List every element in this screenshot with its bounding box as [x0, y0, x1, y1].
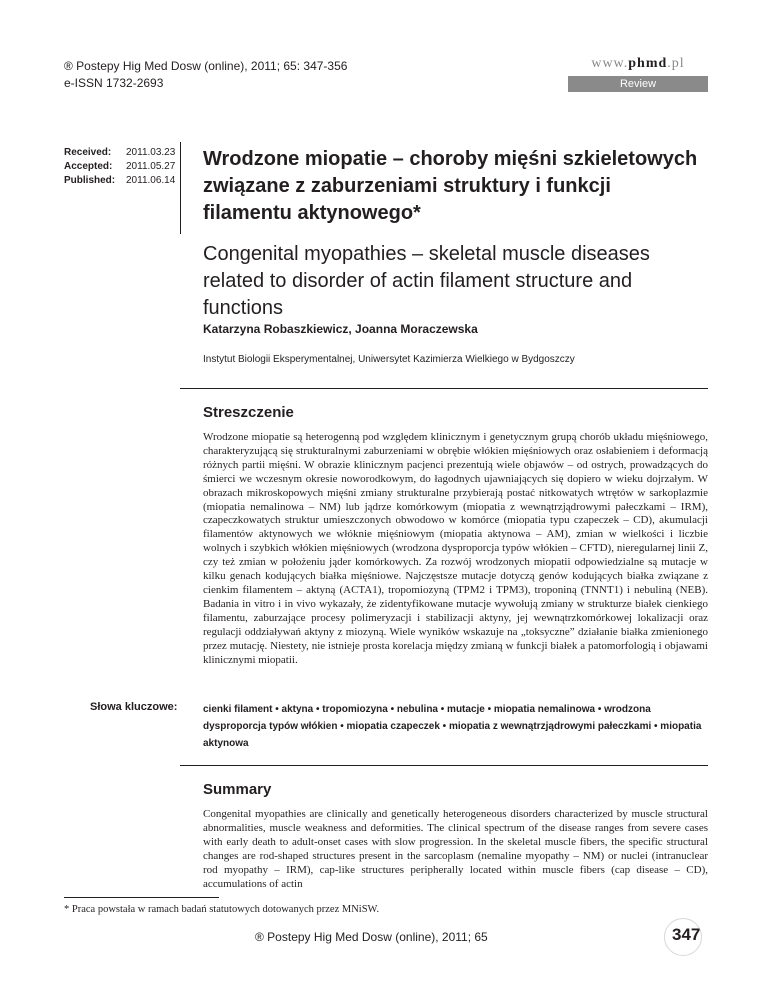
- abstract-pl-heading: Streszczenie: [203, 404, 294, 421]
- abstract-pl-text: Wrodzone miopatie są heterogenną pod względem klinicznym i genetycznym grupą chorób układu mięśniowego, charakteryzującą się strukturalnymi zaburzeniami w obrębie włókien mięśniowych oraz osłabieniem i deformacją różnych partii mięśni. W obrazie klinicznym pacjenci prezentują wiele objawów – od ostrych, prowadzących do śmierci we wczesnym okresie noworodkowym, do łagodnych ujawniających się dopiero w wieku dojrzałym. W obrazach mikroskopowych mięśni zmiany strukturalne przybierają postać nitkowatych wtrętów w sarkoplazmie (miopatia nemalinowa – NM) lub jądrze komórkowym (miopatia z wewnątrzjądrowymi pałeczkami – IRM), czapeczkowatych struktur umieszczonych obwodowo w komórce (miopatia typu czapeczek – CD), akumulacji filamentów aktynowych we włóknie mięśniowym (miopatia aktynowa – AM), zmian w wielkości i liczbie wolnych i szybkich włókien mięśniowych (wrodzona dysproporcja typów włókien – CFTD), nieregularnej linii Z, czy też zmian w położeniu jąder komórkowych. Za rozwój wrodzonych miopatii odpowiedzialne są mutacje w kilku genach kodujących białka mięśniowe. Najczęstsze mutacje dotyczą genów kodujących białka związane z cienkim filamentem – aktyną (ACTA1), tropomiozyną (TPM2 i TPM3), troponiną (TNNT1) i nebuliną (NEB). Badania in vitro i in vivo wykazały, że zidentyfikowane mutacje wywołują zmiany w strukturze białek cienkiego filamentu, zaburzające procesy polimeryzacji i stabilizacji aktyny, jej wewnątrzkomórkowej lokalizacji oraz regulacji oddziaływań aktyny z miozyną. Wiele wyników wskazuje na „toksyczne” działanie białka zmienionego przez mutację. Niestety, nie istnieje prosta korelacja między zmianą w funkcji białek a patomorfologią i objawami klinicznymi miopatii.: [203, 431, 708, 666]
- title-english: Congenital myopathies – skeletal muscle diseases related to disorder of actin filament structure and functions: [203, 243, 650, 319]
- section-divider: [180, 388, 708, 389]
- journal-header: [64, 58, 347, 92]
- title-polish: Wrodzone miopatie – choroby mięśni szkieletowych związane z zaburzeniami struktury i funkcji filamentu aktynowego*: [203, 148, 698, 224]
- summary-text: Congenital myopathies are clinically and genetically heterogeneous disorders characterized by muscle structural abnormalities, muscle weakness and deformities. The clinical spectrum of the disease ranges from severe cases with early death to adult-onset cases with slow progression. In the skeletal muscle fibers, the specific structural changes are rod-shaped structures present in the sarcoplasm (nemaline myopathy – NM) or nuclei (intranuclear rod myopathy – IRM), cap-like structures peripherally located within muscle fibers (cap disease – CD), accumulations of actin: [203, 808, 708, 890]
- site-header: [568, 56, 708, 92]
- journal-citation: ® Postepy Hig Med Dosw (online), 2011; 65: 347-356: [64, 59, 348, 73]
- keywords-label: Słowa kluczowe:: [90, 701, 178, 713]
- footer-citation: ® Postepy Hig Med Dosw (online), 2011; 65: [255, 930, 488, 944]
- date-published: Published: 2011.06.14: [64, 175, 176, 186]
- summary-heading: Summary: [203, 781, 272, 798]
- keywords-text: cienki filament • aktyna • tropomiozyna • nebulina • mutacje • miopatia nemalinowa • wrodzona dysproporcja typów włókien • miopatia czapeczek • miopatia z wewnątrzjądrowymi pałeczkami • miopatia aktynowa: [203, 704, 702, 749]
- header-divider: [180, 142, 181, 234]
- article-type-badge: Review: [568, 76, 708, 92]
- date-received: Received: 2011.03.23: [64, 147, 176, 158]
- publication-dates: [64, 146, 175, 188]
- authors: Katarzyna Robaszkiewicz, Joanna Moraczewska: [203, 322, 478, 336]
- date-accepted: Accepted: 2011.05.27: [64, 161, 176, 172]
- footnote: * Praca powstała w ramach badań statutowych dotowanych przez MNiSW.: [64, 904, 380, 915]
- page-number: 347: [672, 925, 701, 944]
- site-url[interactable]: www.phmd.pl: [591, 56, 685, 71]
- affiliation: Instytut Biologii Eksperymentalnej, Uniwersytet Kazimierza Wielkiego w Bydgoszczy: [203, 354, 575, 365]
- footnote-divider: [64, 897, 219, 898]
- journal-issn: e-ISSN 1732-2693: [64, 76, 164, 90]
- section-divider: [180, 765, 708, 766]
